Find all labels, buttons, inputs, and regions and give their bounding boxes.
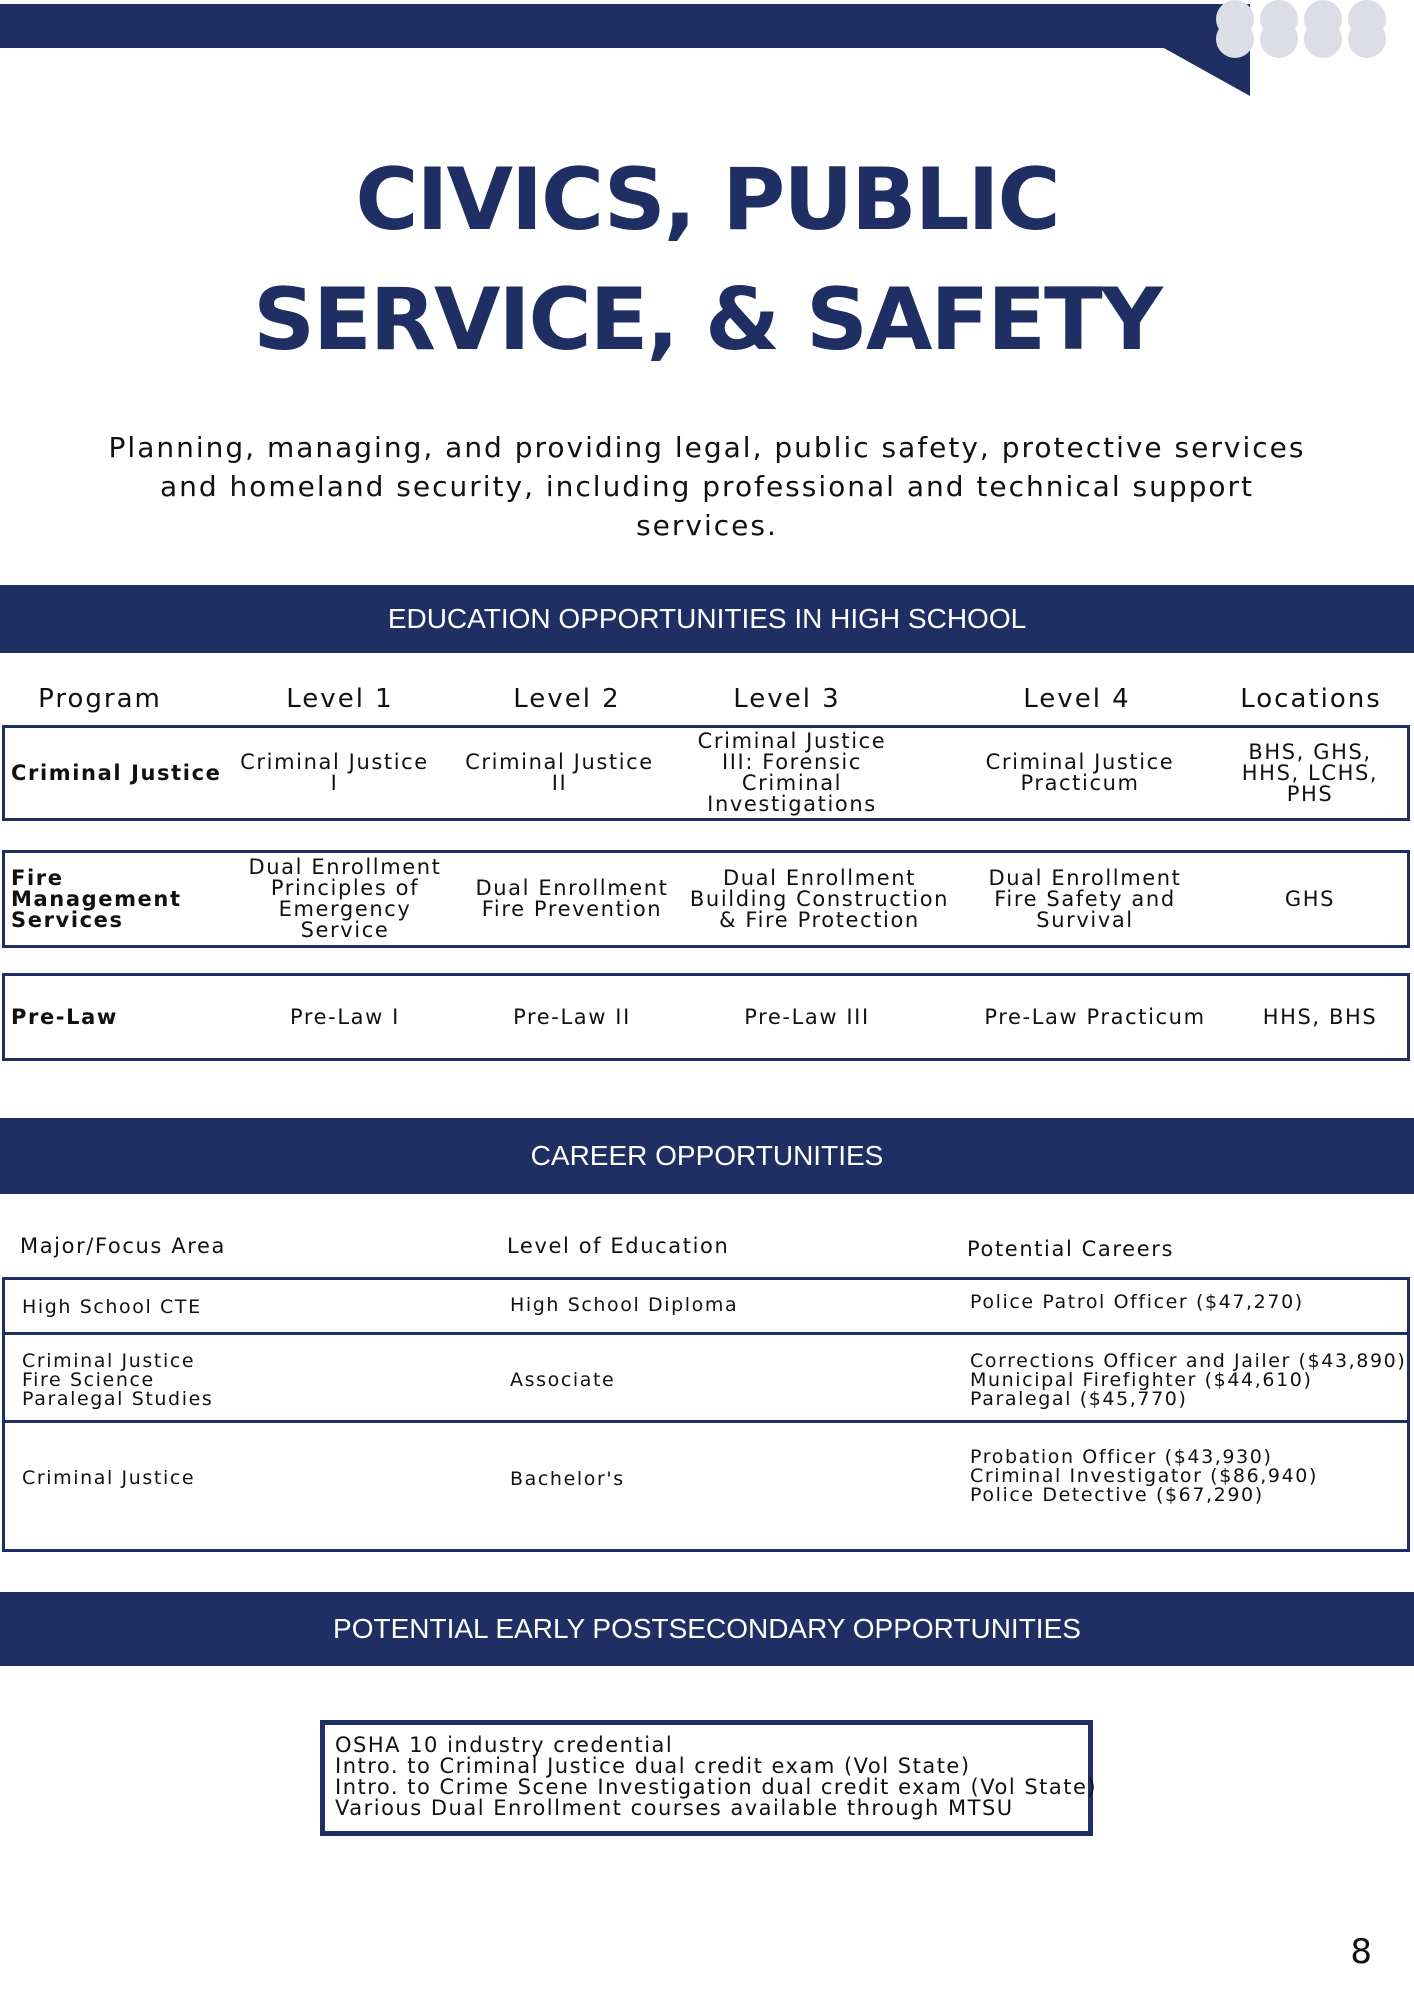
col-head-level-4: Level 4 xyxy=(1023,684,1131,714)
program-level-4: Dual Enrollment Fire Safety and Survival xyxy=(988,865,1182,932)
program-level-2: Criminal Justice II xyxy=(465,750,654,795)
program-level-1: Pre-Law I xyxy=(290,1004,400,1029)
col-head-level-2: Level 2 xyxy=(513,684,621,714)
program-level-4: Criminal Justice Practicum xyxy=(985,750,1175,795)
career-education: Associate xyxy=(510,1369,616,1391)
program-row-criminal-justice xyxy=(2,725,1410,821)
col-head-level-1: Level 1 xyxy=(286,684,394,714)
career-major: High School CTE xyxy=(22,1296,202,1318)
program-level-2: Dual Enrollment Fire Prevention xyxy=(475,876,669,921)
postsecondary-item: OSHA 10 industry credential xyxy=(335,1733,674,1757)
career-education: Bachelor's xyxy=(510,1468,625,1490)
page-title-line2: SERVICE, & SAFETY xyxy=(253,270,1161,370)
col-head-level-3: Level 3 xyxy=(733,684,841,714)
program-locations: HHS, BHS xyxy=(1262,1004,1378,1029)
program-name: Pre-Law xyxy=(11,1004,118,1029)
program-level-3: Pre-Law III xyxy=(744,1004,870,1029)
page-title-line1: CIVICS, PUBLIC xyxy=(355,150,1059,250)
col-head-program: Program xyxy=(38,684,162,714)
col-head-potential-careers: Potential Careers xyxy=(967,1237,1174,1261)
program-level-1: Dual Enrollment Principles of Emergency Service xyxy=(248,855,442,942)
postsecondary-item: Various Dual Enrollment courses available through MTSU xyxy=(335,1796,1014,1820)
program-row-pre-law xyxy=(2,973,1410,1061)
career-row xyxy=(2,1277,1410,1335)
program-level-3: Criminal Justice III: Forensic Criminal Investigations xyxy=(697,729,887,816)
career-major: Criminal Justice Fire Science Paralegal Studies xyxy=(22,1350,214,1410)
career-potential: Corrections Officer and Jailer ($43,890) Municipal Firefighter ($44,610) Paralegal ($45,770) xyxy=(970,1350,1407,1410)
col-head-locations: Locations xyxy=(1240,684,1382,714)
col-head-education-level: Level of Education xyxy=(507,1234,730,1258)
page-title xyxy=(0,140,1414,380)
program-row-fire-management xyxy=(2,850,1410,948)
program-level-3: Dual Enrollment Building Construction & Fire Protection xyxy=(689,865,950,932)
careers-heading: CAREER OPPORTUNITIES xyxy=(0,1118,1414,1194)
program-level-1: Criminal Justice I xyxy=(240,750,429,795)
career-potential: Police Patrol Officer ($47,270) xyxy=(970,1291,1304,1313)
program-name: Criminal Justice xyxy=(11,760,222,785)
career-education: High School Diploma xyxy=(510,1294,739,1316)
career-row xyxy=(2,1332,1410,1422)
decorative-dots xyxy=(1212,0,1414,60)
postsecondary-heading: POTENTIAL EARLY POSTSECONDARY OPPORTUNITIES xyxy=(0,1592,1414,1666)
postsecondary-item: Intro. to Crime Scene Investigation dual credit exam (Vol State) xyxy=(335,1775,1098,1799)
program-name: Fire Management Services xyxy=(11,865,182,932)
career-potential: Probation Officer ($43,930) Criminal Investigator ($86,940) Police Detective ($67,290) xyxy=(970,1446,1318,1506)
page-description: Planning, managing, and providing legal, public safety, protective services and homeland security, including professional and technical support services. xyxy=(108,431,1306,542)
program-locations: GHS xyxy=(1284,886,1336,911)
col-head-major: Major/Focus Area xyxy=(20,1234,226,1258)
career-row xyxy=(2,1420,1410,1552)
career-major: Criminal Justice xyxy=(22,1467,196,1489)
postsecondary-item: Intro. to Criminal Justice dual credit exam (Vol State) xyxy=(335,1754,971,1778)
page-number: 8 xyxy=(1350,1932,1372,1972)
header-banner xyxy=(0,4,1250,48)
postsecondary-list xyxy=(320,1720,1098,1836)
program-locations: BHS, GHS, HHS, LCHS, PHS xyxy=(1241,739,1379,806)
education-heading: EDUCATION OPPORTUNITIES IN HIGH SCHOOL xyxy=(0,585,1414,653)
program-level-2: Pre-Law II xyxy=(513,1004,631,1029)
program-level-4: Pre-Law Practicum xyxy=(984,1004,1206,1029)
